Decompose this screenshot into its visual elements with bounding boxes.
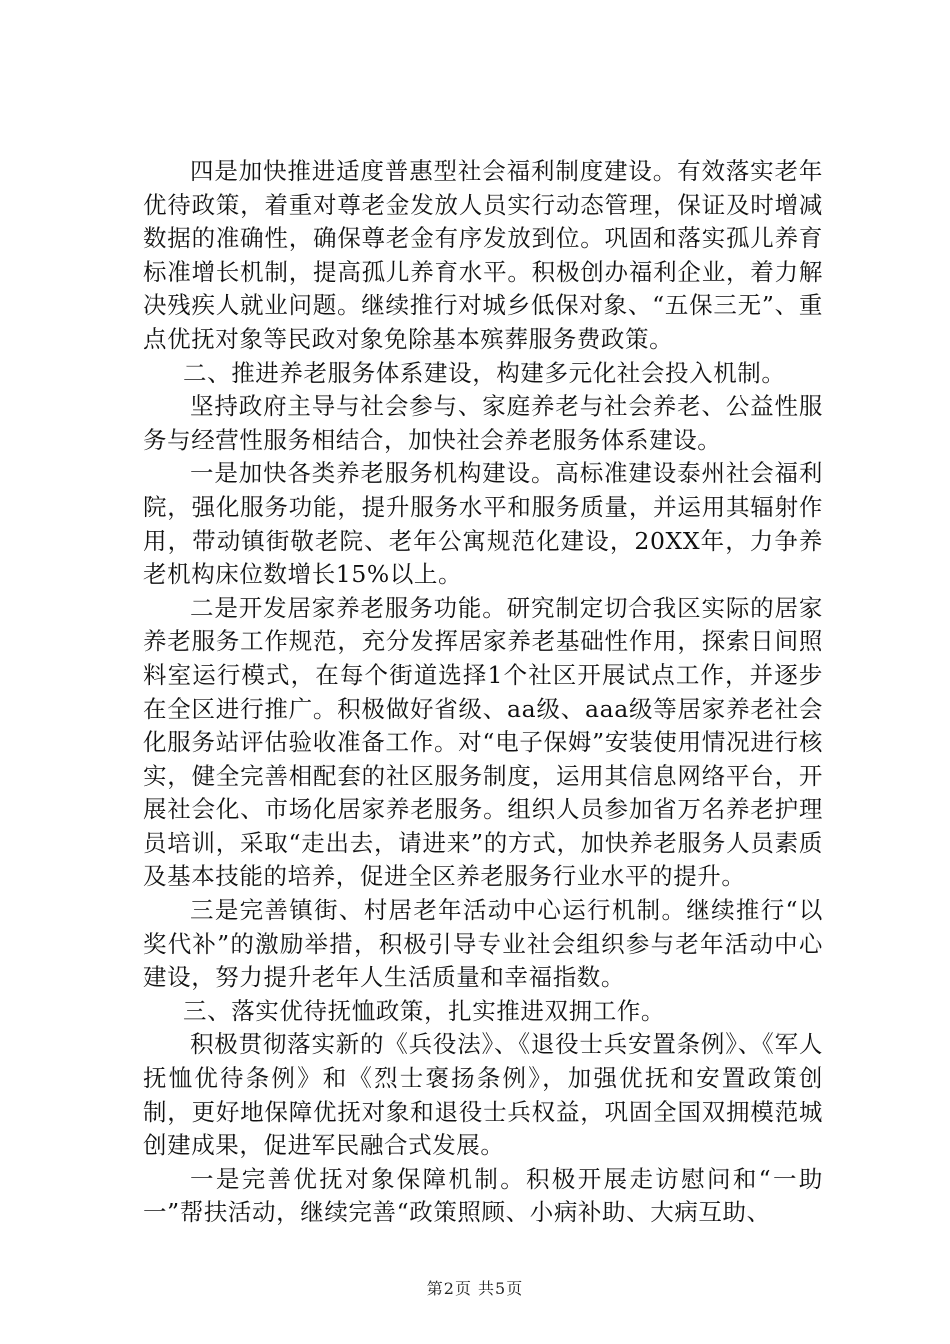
- section-heading-elderly-care: 二、推进养老服务体系建设，构建多元化社会投入机制。: [183, 358, 786, 387]
- paragraph-elderly-care-intro: 坚持政府主导与社会参与、家庭养老与社会养老、公益性服务与经营性服务相结合，加快社会养老服务体系建设。: [143, 392, 823, 454]
- paragraph-support-mechanism: 一是完善优抚对象保障机制。积极开展走访慰问和“一助一”帮扶活动，继续完善“政策照顾、小病补助、大病互助、: [143, 1164, 823, 1227]
- paragraph-home-care: 二是开发居家养老服务功能。研究制定切合我区实际的居家养老服务工作规范，充分发挥居家养老基础性作用，探索日间照料室运行模式，在每个街道选择1个社区开展试点工作，并逐步在全区进行推广。积极做好省级、aa级、aaa级等居家养老社会化服务站评估验收准备工作。对“电子保姆”安装使用情况进行核实，健全完善相配套的社区服务制度，运用其信息网络平台，开展社会化、市场化居家养老服务。组织人员参加省万名养老护理员培训，采取“走出去，请进来”的方式，加快养老服务人员素质及基本技能的培养，促进全区养老服务行业水平的提升。: [143, 593, 823, 891]
- paragraph-military-law: 积极贯彻落实新的《兵役法》、《退役士兵安置条例》、《军人抚恤优待条例》和《烈士褒扬条例》，加强优抚和安置政策创制，更好地保障优抚对象和退役士兵权益，巩固全国双拥模范城创建成果，促进军民融合式发展。: [143, 1030, 823, 1160]
- paragraph-activity-centers: 三是完善镇街、村居老年活动中心运行机制。继续推行“以奖代补”的激励举措，积极引导专业社会组织参与老年活动中心建设，努力提升老年人生活质量和幸福指数。: [143, 896, 823, 992]
- document-body: [143, 155, 823, 1230]
- page-number-footer: 第2页 共5页: [426, 1279, 524, 1298]
- paragraph-care-institutions: 一是加快各类养老服务机构建设。高标准建设泰州社会福利院，强化服务功能，提升服务水平和服务质量，并运用其辐射作用，带动镇街敬老院、老年公寓规范化建设，20XX年，力争养老机构床位数增长15%以上。: [143, 459, 823, 589]
- section-heading-preferential-policy: 三、落实优待抚恤政策，扎实推进双拥工作。: [183, 996, 665, 1025]
- paragraph-welfare-system: 四是加快推进适度普惠型社会福利制度建设。有效落实老年优待政策，着重对尊老金发放人员实行动态管理，保证及时增减数据的准确性，确保尊老金有序发放到位。巩固和落实孤儿养育标准增长机制，提高孤儿养育水平。积极创办福利企业，着力解决残疾人就业问题。继续推行对城乡低保对象、“五保三无”、重点优抚对象等民政对象免除基本殡葬服务费政策。: [143, 157, 823, 353]
